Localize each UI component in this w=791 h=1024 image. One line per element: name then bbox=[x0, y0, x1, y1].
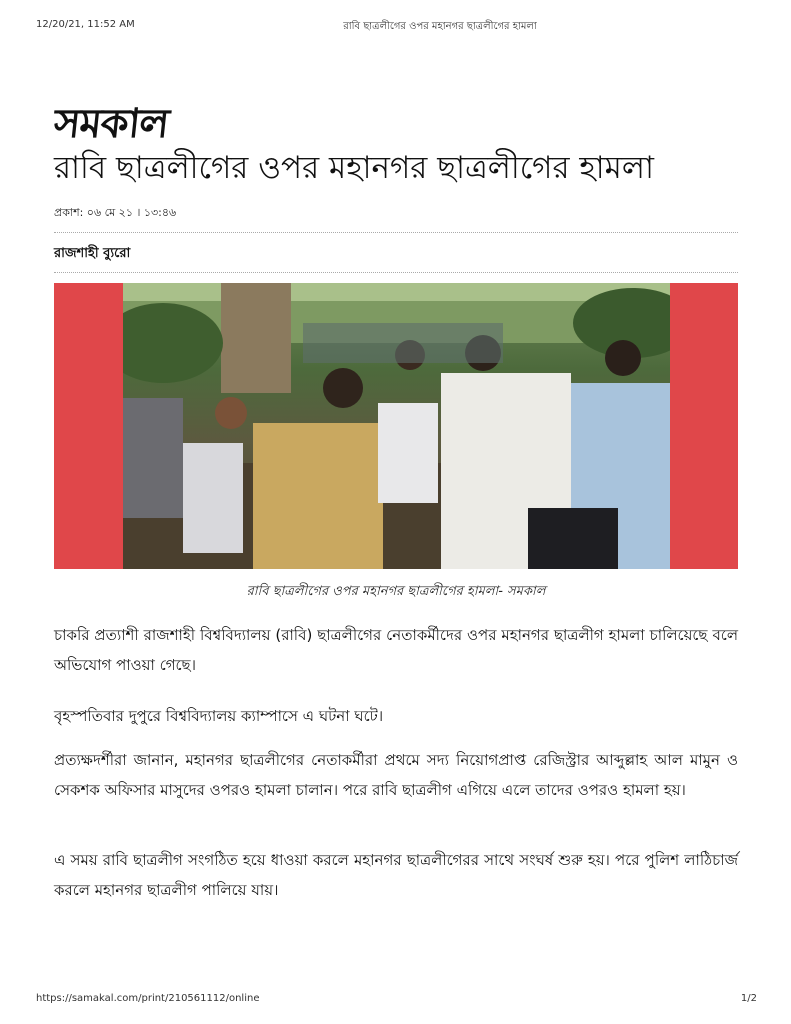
author-byline[interactable]: রাজশাহী ব্যুরো bbox=[54, 246, 131, 261]
print-page-title: রাবি ছাত্রলীগের ওপর মহানগর ছাত্রলীগের হামলা bbox=[343, 21, 537, 32]
samakal-logo[interactable]: সমকাল bbox=[51, 100, 171, 147]
published-date: প্রকাশ: ০৬ মে ২১ । ১৩:৪৬ bbox=[54, 206, 177, 219]
print-url: https://samakal.com/print/210561112/online bbox=[36, 993, 260, 1004]
divider bbox=[54, 232, 738, 233]
print-datetime: 12/20/21, 11:52 AM bbox=[36, 19, 135, 30]
article-photo bbox=[123, 283, 670, 569]
divider bbox=[54, 272, 738, 273]
article-paragraph: এ সময় রাবি ছাত্রলীগ সংগঠিত হয়ে ধাওয়া করলে মহানগর ছাত্রলীগেরর সাথে সংঘর্ষ শুরু হয়। পরে পুলিশ লাঠিচার্জ করলে মহানগর ছাত্রলীগ পালিয়ে যায়। bbox=[54, 851, 738, 899]
print-page-number: 1/2 bbox=[740, 993, 757, 1004]
article-photo-frame bbox=[54, 283, 738, 569]
article-paragraph: প্রত্যক্ষদর্শীরা জানান, মহানগর ছাত্রলীগের নেতাকর্মীরা প্রথমে সদ্য নিয়োগপ্রাপ্ত রেজিস্ট্রার আব্দুল্লাহ আল মামুন ও সেকশক অফিসার মাসুদের ওপরও হামলা চালান। পরে রাবি ছাত্রলীগ এগিয়ে এলে তাদের ওপরও হামলা হয়। bbox=[54, 751, 738, 799]
article-paragraph: চাকরি প্রত্যাশী রাজশাহী বিশ্ববিদ্যালয় (রাবি) ছাত্রলীগের নেতাকর্মীদের ওপর মহানগর ছাত্রলীগ হামলা চালিয়েছে বলে অভিযোগ পাওয়া গেছে। bbox=[54, 626, 738, 674]
crowd-scene-image bbox=[123, 283, 670, 569]
article-headline: রাবি ছাত্রলীগের ওপর মহানগর ছাত্রলীগের হামলা bbox=[54, 150, 654, 186]
photo-caption: রাবি ছাত্রলীগের ওপর মহানগর ছাত্রলীগের হামলা- সমকাল bbox=[246, 584, 546, 599]
article-paragraph: বৃহস্পতিবার দুপুরে বিশ্ববিদ্যালয় ক্যাম্পাসে এ ঘটনা ঘটে। bbox=[54, 707, 384, 725]
